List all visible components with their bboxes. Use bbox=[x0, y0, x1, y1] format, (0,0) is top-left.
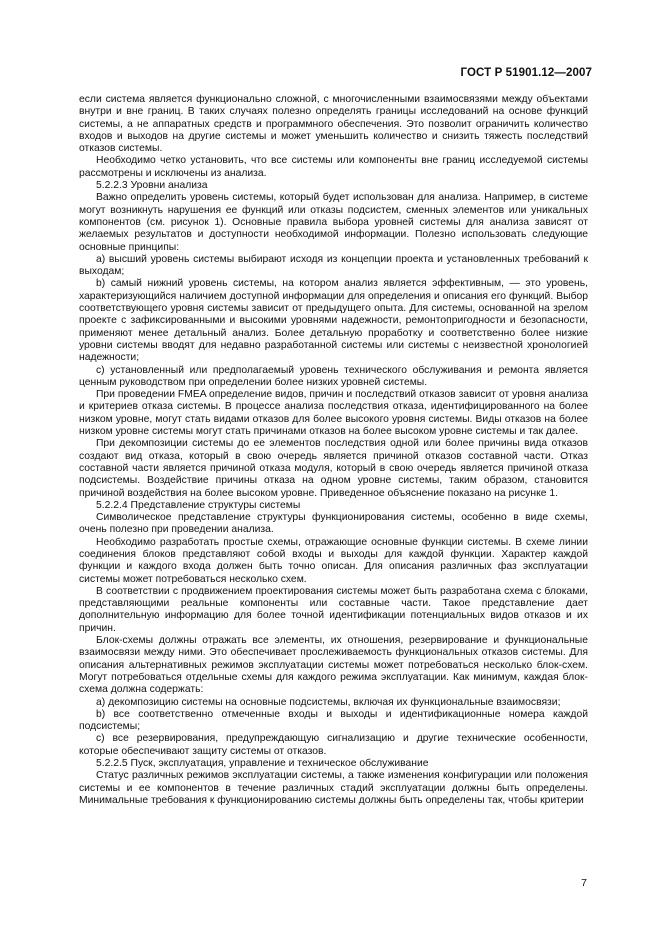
section-heading: 5.2.2.3 Уровни анализа bbox=[96, 180, 208, 192]
paragraph: Статус различных режимов эксплуатации системы, а также изменения конфигурации или положения системы и ее компонентов в течение различных стадий эксплуатации должны быть определены. Минимальные требования к функционированию системы должны быть определены так, чтобы критерии bbox=[79, 770, 588, 806]
list-item: a) высший уровень системы выбирают исходя из концепции проекта и установленных требований к выходам; bbox=[79, 253, 588, 278]
paragraph: При декомпозиции системы до ее элементов последствия одной или более причины вида отказов создают вид отказа, который в свою очередь является причиной отказов составной части. Отказ составной части является причиной отказа модуля, который в свою очередь является причиной отказа подсистемы. Воздействие причины отказа на одном уровне системы, таким образом, становится причиной воздействия на более высоком уровне. Приведенное объяснение показано на рисунке 1. bbox=[79, 438, 588, 499]
paragraph: Блок-схемы должны отражать все элементы, их отношения, резервирование и функциональные взаимосвязи между ними. Это обеспечивает прослеживаемость функциональных отказов системы. Для описания альтернативных режимов эксплуатации системы может потребоваться несколько блок-схем. Могут потребоваться отдельные схемы для каждого режима эксплуатации. Как минимум, каждая блок-схема должна содержать: bbox=[79, 635, 588, 696]
page-number: 7 bbox=[581, 877, 587, 889]
list-item: b) самый нижний уровень системы, на котором анализ является эффективным, — это уровень, характеризующийся наличием доступной информации для определения и описания его функций. Выбор соответствующего уровня системы зависит от предыдущего опыта. Для системы, основанной на зрелом проекте с зафиксированными и высокими уровнями надежности, ремонтопригодности и безопасности, применяют менее детальный анализ. Более детальную проработку и соответственно более низкие уровни системы вводят для недавно разработанной системы или системы с неизвестной хронологией надежности; bbox=[79, 278, 588, 364]
paragraph: Символическое представление структуры функционирования системы, особенно в виде схемы, очень полезно при проведении анализа. bbox=[79, 512, 588, 536]
paragraph: если система является функционально сложной, с многочисленными взаимосвязями между объектами внутри и вне границ. В таких случаях полезно определять границы исследований на основе функций системы, а не аппаратных средств и программного обеспечения. Это позволит ограничить количество входов и выходов на другие системы и может уменьшить количество и снизить тяжесть последствий отказов системы. bbox=[79, 94, 588, 155]
paragraph: Необходимо разработать простые схемы, отражающие основные функции системы. В схеме линии соединения блоков представляют собой входы и выходы для каждой функции. Характер каждой функции и каждого входа должен быть точно описан. Для описания различных фаз эксплуатации системы может потребоваться несколько схем. bbox=[79, 536, 588, 585]
list-item: c) все резервирования, предупреждающую сигнализацию и другие технические особенности, которые обеспечивают защиту системы от отказов. bbox=[79, 733, 588, 757]
section-heading: 5.2.2.4 Представление структуры системы bbox=[96, 499, 301, 511]
paragraph: В соответствии с продвижением проектирования системы может быть разработана схема с блоками, представляющими реальные компоненты или составные части. Такое представление дает дополнительную информацию для более точной идентификации потенциальных видов отказов и их причин. bbox=[79, 585, 588, 634]
paragraph: При проведении FMEA определение видов, причин и последствий отказов зависит от уровня анализа и критериев отказа системы. В процессе анализа последствия отказа, идентифицированного на более низком уровне, могут стать видами отказов для более высокого уровня системы. Виды отказов на более низком уровне системы могут стать причинами отказов на более высоком уровне системы и так далее. bbox=[79, 389, 588, 438]
section-heading: 5.2.2.5 Пуск, эксплуатация, управление и техническое обслуживание bbox=[96, 758, 429, 770]
paragraph: Необходимо четко установить, что все системы или компоненты вне границ исследуемой системы рассмотрены и исключены из анализа. bbox=[79, 155, 588, 179]
body-text bbox=[79, 94, 588, 807]
paragraph: Важно определить уровень системы, который будет использован для анализа. Например, в системе могут возникнуть нарушения ее функций или отказы подсистем, сменных элементов или уникальных компонентов (см. рисунок 1). Основные правила выбора уровней системы для анализа зависят от желаемых результатов и доступности необходимой информации. Полезно использовать следующие основные принципы: bbox=[79, 192, 588, 253]
list-item: c) установленный или предполагаемый уровень технического обслуживания и ремонта является ценным руководством при определении более низких уровней системы. bbox=[79, 364, 588, 388]
list-item: a) декомпозицию системы на основные подсистемы, включая их функциональные взаимосвязи; bbox=[96, 696, 561, 708]
document-code-header: ГОСТ Р 51901.12—2007 bbox=[460, 67, 592, 79]
list-item: b) все соответственно отмеченные входы и выходы и идентификационные номера каждой подсистемы; bbox=[79, 708, 588, 733]
